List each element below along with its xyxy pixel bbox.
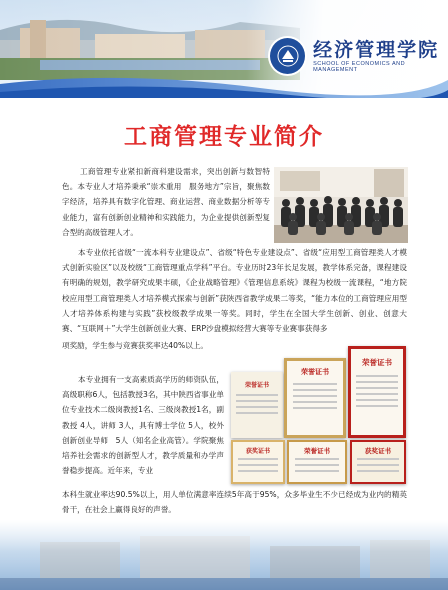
faculty-paragraph: 本专业拥有一支高素质高学历的师资队伍，高级职称6人，包括教授3名，其中陕西省事业单位专业技术二级岗教授1名、三级岗教授1名，副教授 4人，讲师 3人，具有博士学位 5人，校外创新创业导师 5人（知名企业高管）。学院聚焦培养社会需求的创新型人才，教学质量和办学声誉稳步提高。近年来，专业 [62,375,224,476]
bottom-campus-decoration [0,520,448,590]
certificate-title: 荣誉证书 [362,358,392,367]
page-title: 工商管理专业简介 [124,124,324,150]
employment-paragraph: 本科生就业率达90.5%以上，用人单位满意率连续5年高于95%，众多毕业生不少已经成为业内的精英骨干，在社会上赢得良好的声誉。 [62,490,407,515]
certificate-4 [231,440,285,484]
certificate-6 [350,440,406,484]
certificate-title: 获奖证书 [245,448,270,455]
school-name-cn: 经济管理学院 [313,39,440,61]
school-seal-icon [268,36,307,76]
school-name-en: SCHOOL OF ECONOMICS AND MANAGEMENT [313,61,406,73]
certificate-title: 荣誉证书 [301,367,329,376]
competition-paragraph: 项奖励，学生参与竞赛获奖率达40%以上。 [62,341,208,350]
group-photo [274,167,408,243]
certificate-3 [348,346,406,438]
certificate-title: 获奖证书 [365,447,391,455]
certificate-5 [287,440,347,484]
certificate-title: 荣誉证书 [304,447,330,455]
school-logo [268,36,448,76]
platform-paragraph: 本专业依托省级“一流本科专业建设点”、省级“特色专业建设点”、省级“应用型工商管理类人才模式创新实验区”以及校级“工商管理重点学科”平台。专业历时23年长足发展，教学体系完备，课程建设有明确的规划，教学研究成果丰硕，《企业战略管理》《管理信息系统》课程为校级一流课程，“地方院校应用型工商管理类人才培养模式探索与创新”获陕西省教学成果二等奖，“能力本位的工商管理应用型人才培养体系构建与实践”获校级教学成果一等奖。同时，学生在全国大学生创新、创业、创意大赛、“互联网＋”大学生创新创业大赛、ERP沙盘模拟经营大赛等专业赛事获得多 [62,248,407,334]
certificate-1 [231,372,283,438]
certificate-title: 荣誉证书 [244,382,269,389]
certificate-2 [284,358,346,438]
intro-paragraph: 工商管理专业紧扣新商科建设需求，突出创新与数智特色。本专业人才培养秉承“崇术重用 服务地方”宗旨，聚焦数字经济，培养具有数字化管理、商业运营、商业数据分析等专业能力，富有创新创业精神和实践能力，为企业提供创新型复合型的高级管理人才。 [62,167,270,237]
header-banner [0,0,448,98]
